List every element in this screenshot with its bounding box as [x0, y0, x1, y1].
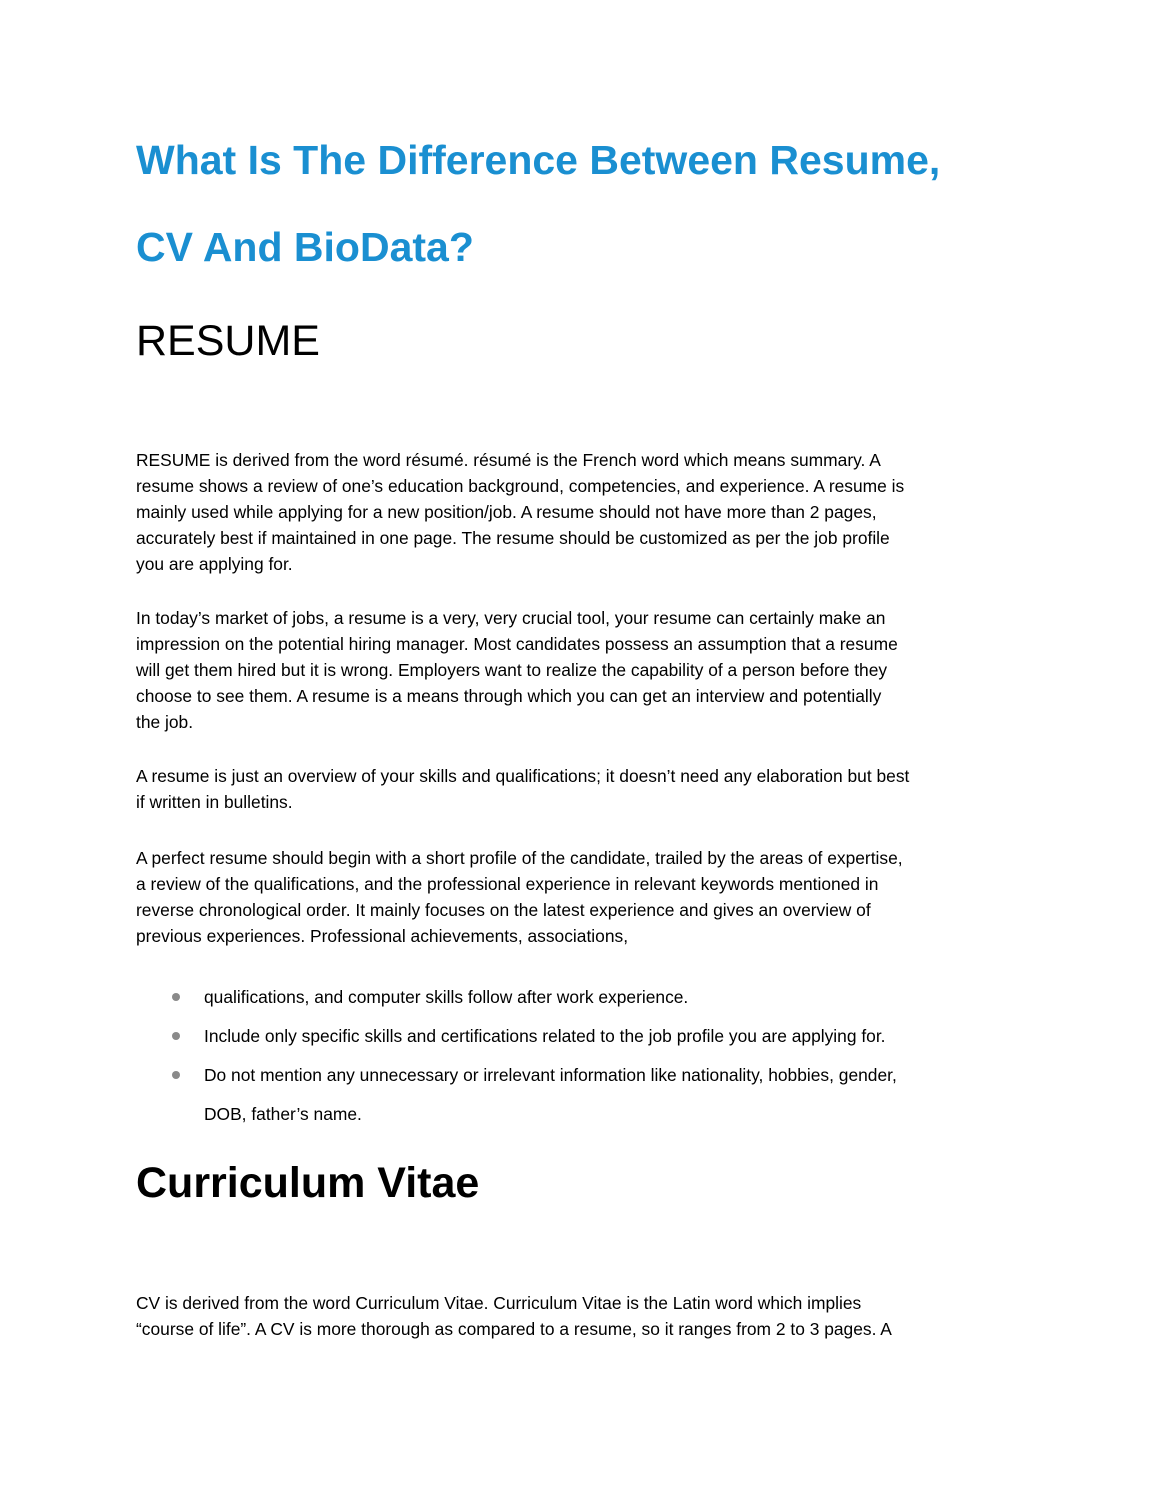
paragraph-line: reverse chronological order. It mainly focuses on the latest experience and gives an overview of: [136, 900, 871, 920]
bullet-text: Include only specific skills and certifications related to the job profile you are applying for.: [204, 1026, 886, 1046]
resume-paragraph-1: [136, 447, 1036, 577]
paragraph-line: will get them hired but it is wrong. Employers want to realize the capability of a person before they: [136, 660, 888, 680]
bullet-item: [136, 1017, 1036, 1056]
resume-paragraph-4: [136, 845, 1036, 949]
document-title-line-1: What Is The Difference Between Resume,: [136, 137, 941, 183]
resume-bullet-list: [136, 978, 1036, 1134]
paragraph-line: A resume is just an overview of your skills and qualifications; it doesn’t need any elaboration but best: [136, 766, 910, 786]
paragraph-line: you are applying for.: [136, 554, 293, 574]
resume-paragraph-3: [136, 763, 1036, 815]
bullet-text: Do not mention any unnecessary or irrelevant information like nationality, hobbies, gender,: [204, 1065, 897, 1085]
bullet-text: DOB, father’s name.: [204, 1104, 362, 1124]
resume-heading: RESUME: [136, 317, 320, 365]
bullet-item: [136, 1056, 1036, 1134]
bullet-dot-icon: [172, 1032, 180, 1040]
paragraph-line: “course of life”. A CV is more thorough as compared to a resume, so it ranges from 2 to 3 pages. A: [136, 1319, 892, 1339]
resume-paragraph-2: [136, 605, 1036, 735]
paragraph-line: previous experiences. Professional achievements, associations,: [136, 926, 629, 946]
paragraph-line: choose to see them. A resume is a means through which you can get an interview and potentially: [136, 686, 882, 706]
paragraph-line: A perfect resume should begin with a short profile of the candidate, trailed by the areas of expertise,: [136, 848, 903, 868]
cv-paragraph-1: [136, 1290, 1036, 1342]
bullet-dot-icon: [172, 1071, 180, 1079]
paragraph-line: impression on the potential hiring manager. Most candidates possess an assumption that a resume: [136, 634, 898, 654]
paragraph-line: accurately best if maintained in one page. The resume should be customized as per the job profile: [136, 528, 890, 548]
paragraph-line: resume shows a review of one’s education background, competencies, and experience. A resume is: [136, 476, 905, 496]
paragraph-line: RESUME is derived from the word résumé. résumé is the French word which means summary. A: [136, 450, 881, 470]
paragraph-line: a review of the qualifications, and the professional experience in relevant keywords mentioned in: [136, 874, 879, 894]
paragraph-line: CV is derived from the word Curriculum Vitae. Curriculum Vitae is the Latin word which implies: [136, 1293, 862, 1313]
bullet-text: qualifications, and computer skills follow after work experience.: [204, 987, 689, 1007]
paragraph-line: the job.: [136, 712, 194, 732]
cv-heading: Curriculum Vitae: [136, 1159, 480, 1207]
paragraph-line: In today’s market of jobs, a resume is a very, very crucial tool, your resume can certainly make an: [136, 608, 886, 628]
paragraph-line: mainly used while applying for a new position/job. A resume should not have more than 2 pages,: [136, 502, 877, 522]
bullet-item: [136, 978, 1036, 1017]
bullet-dot-icon: [172, 993, 180, 1001]
document-title-line-2: CV And BioData?: [136, 224, 474, 270]
paragraph-line: if written in bulletins.: [136, 792, 293, 812]
